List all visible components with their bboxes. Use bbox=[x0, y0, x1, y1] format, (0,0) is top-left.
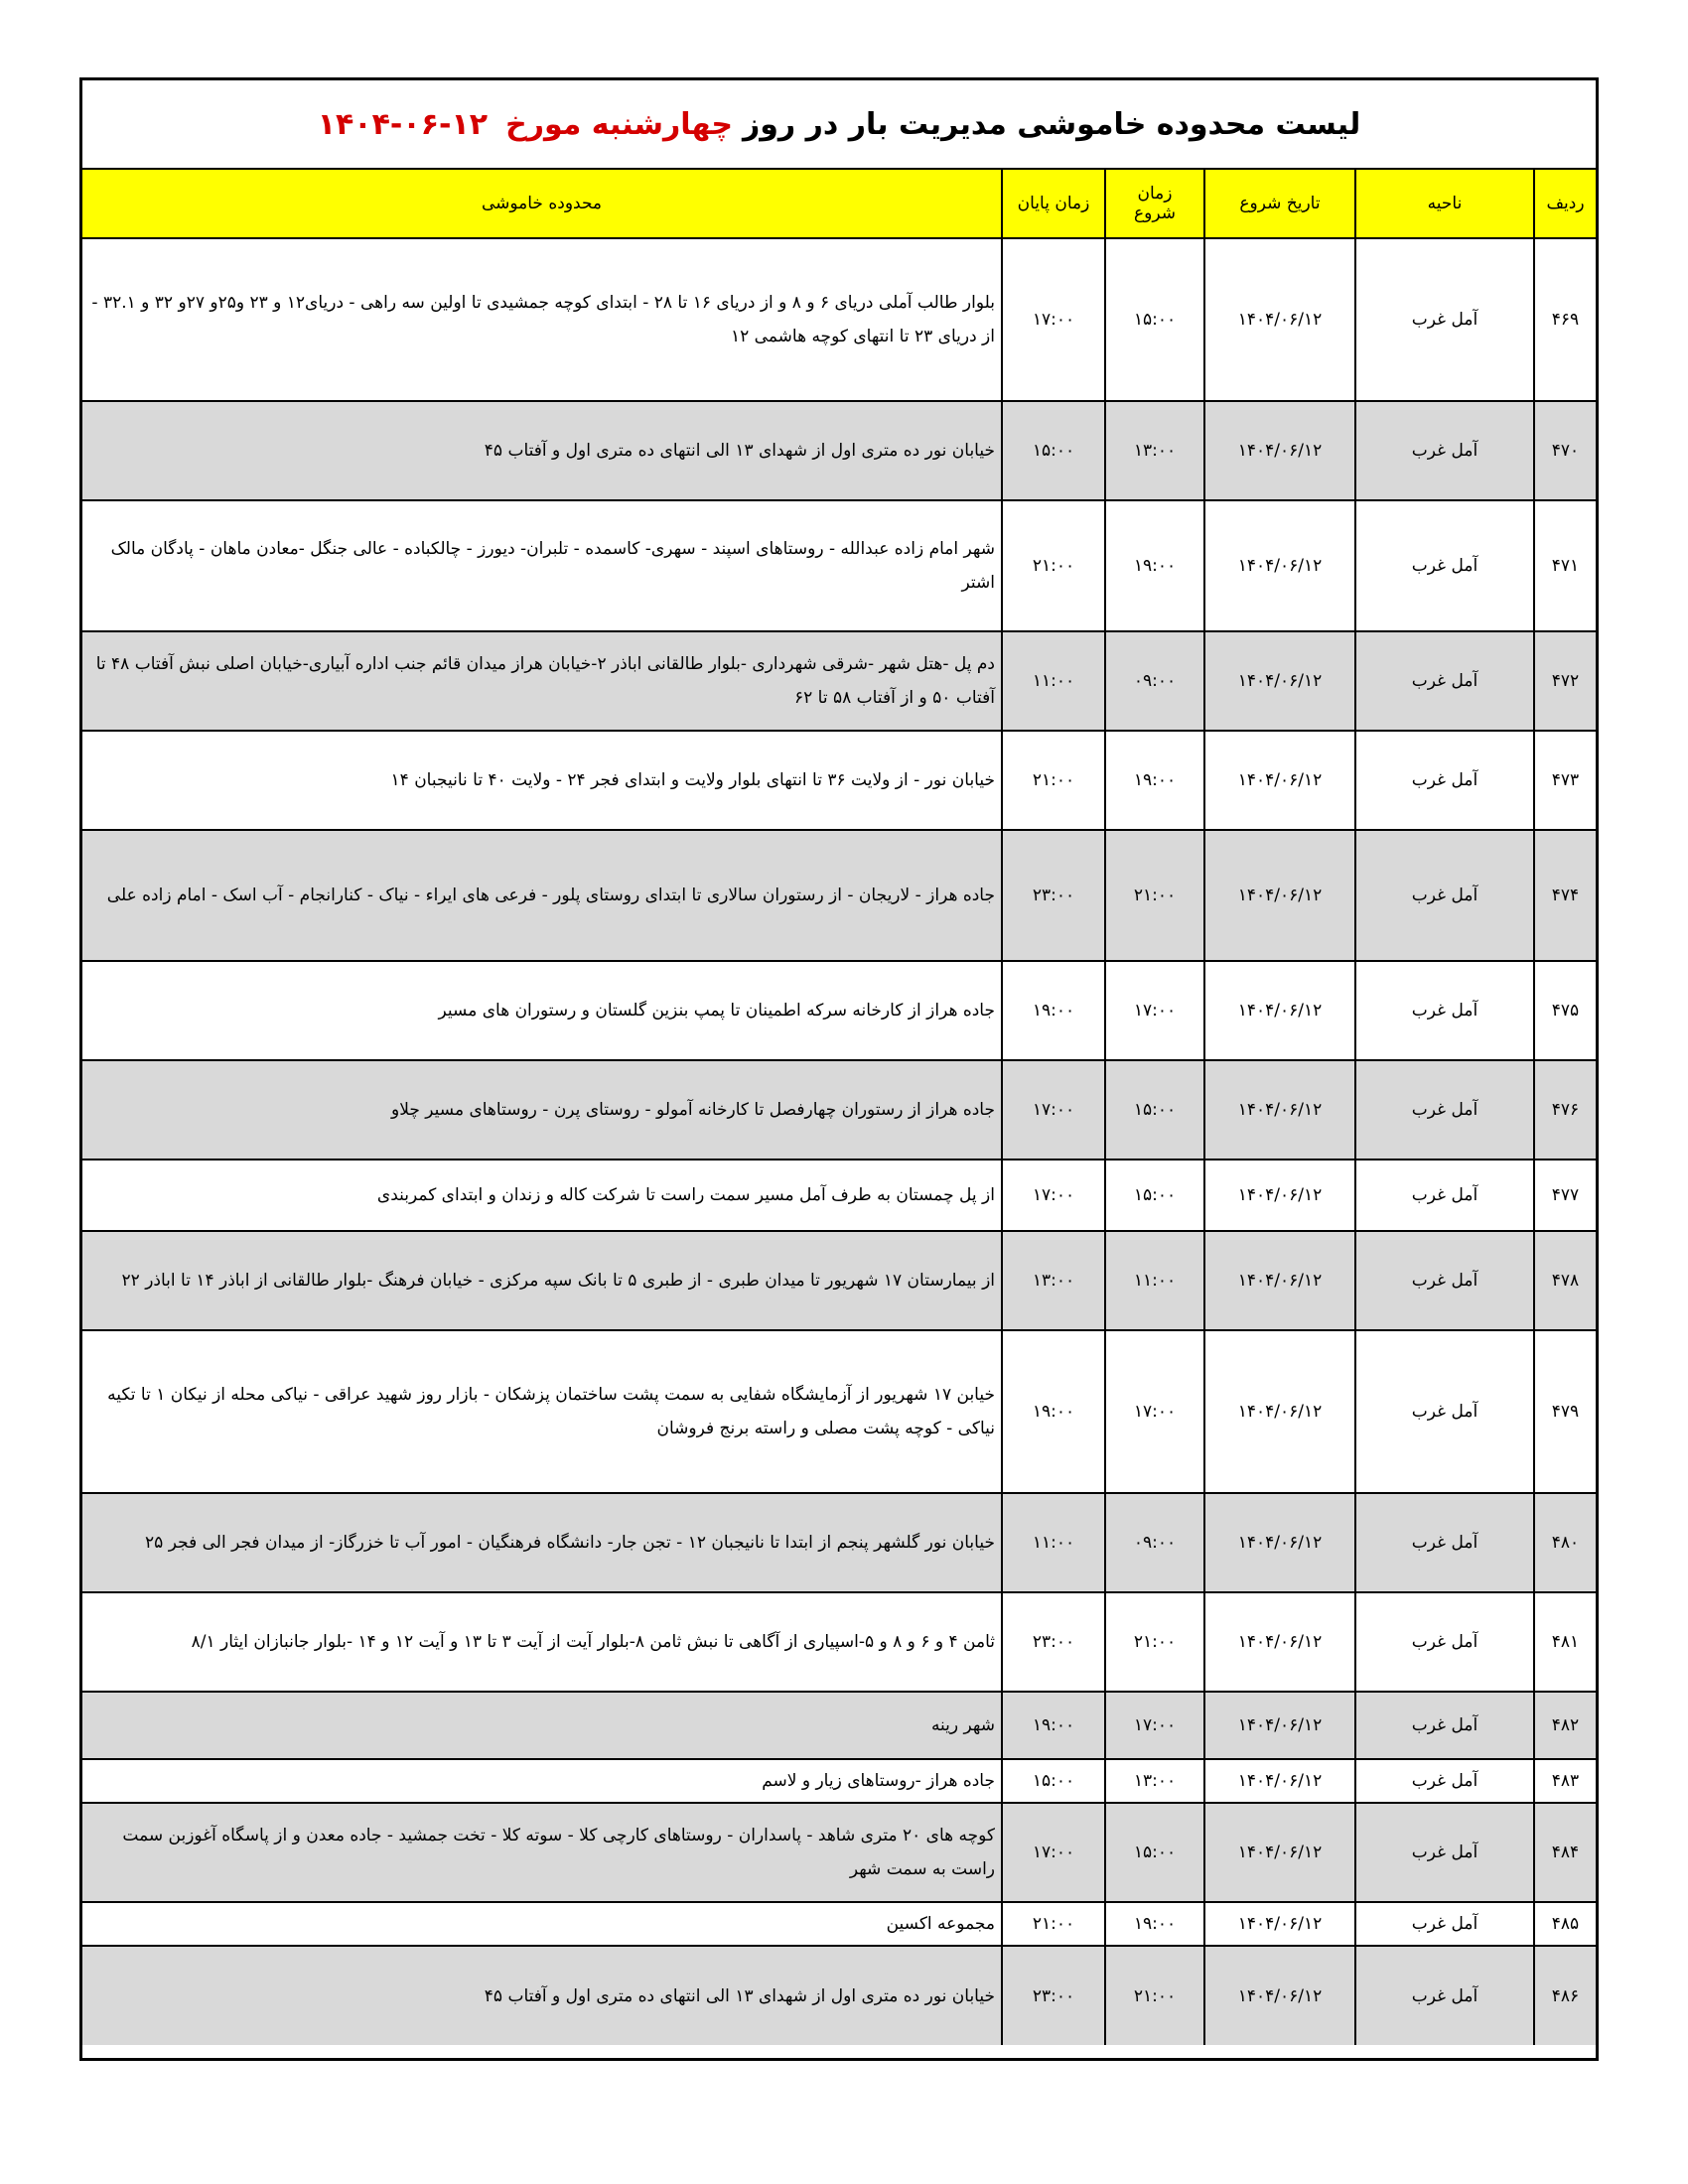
cell-area: آمل غرب bbox=[1355, 631, 1534, 731]
cell-end: ۱۹:۰۰ bbox=[1002, 1692, 1105, 1759]
cell-idx: ۴۷۷ bbox=[1534, 1160, 1596, 1231]
header-desc: محدوده خاموشی bbox=[82, 170, 1002, 238]
title-date: ۱۴۰۴-۰۶-۱۲ bbox=[317, 106, 489, 142]
cell-desc: کوچه های ۲۰ متری شاهد - پاسداران - روستاهای کارچی کلا - سوته کلا - تخت جمشید - جاده معدن و از پاسگاه آغوزبن سمت راست به سمت شهر bbox=[82, 1803, 1002, 1902]
cell-idx: ۴۸۰ bbox=[1534, 1493, 1596, 1592]
cell-start: ۱۳:۰۰ bbox=[1105, 401, 1204, 500]
cell-area: آمل غرب bbox=[1355, 1902, 1534, 1946]
cell-date: ۱۴۰۴/۰۶/۱۲ bbox=[1204, 1060, 1355, 1160]
cell-idx: ۴۷۳ bbox=[1534, 731, 1596, 830]
cell-desc: خیابان نور ده متری اول از شهدای ۱۳ الی انتهای ده متری اول و آفتاب ۴۵ bbox=[82, 401, 1002, 500]
cell-area: آمل غرب bbox=[1355, 731, 1534, 830]
cell-start: ۱۵:۰۰ bbox=[1105, 238, 1204, 401]
cell-idx: ۴۷۲ bbox=[1534, 631, 1596, 731]
cell-end: ۱۹:۰۰ bbox=[1002, 1330, 1105, 1493]
cell-end: ۱۵:۰۰ bbox=[1002, 401, 1105, 500]
cell-start: ۲۱:۰۰ bbox=[1105, 830, 1204, 961]
table-row bbox=[82, 731, 1596, 830]
header-date: تاریخ شروع bbox=[1204, 170, 1355, 238]
cell-date: ۱۴۰۴/۰۶/۱۲ bbox=[1204, 238, 1355, 401]
cell-idx: ۴۸۲ bbox=[1534, 1692, 1596, 1759]
cell-desc: از پل چمستان به طرف آمل مسیر سمت راست تا شرکت کاله و زندان و ابتدای کمربندی bbox=[82, 1160, 1002, 1231]
table-row bbox=[82, 1060, 1596, 1160]
cell-desc: خیابان نور ده متری اول از شهدای ۱۳ الی انتهای ده متری اول و آفتاب ۴۵ bbox=[82, 1946, 1002, 2045]
page-title bbox=[82, 80, 1596, 170]
header-area: ناحیه bbox=[1355, 170, 1534, 238]
table-row bbox=[82, 830, 1596, 961]
table-row bbox=[82, 631, 1596, 731]
cell-start: ۱۷:۰۰ bbox=[1105, 1330, 1204, 1493]
cell-idx: ۴۷۰ bbox=[1534, 401, 1596, 500]
cell-start: ۰۹:۰۰ bbox=[1105, 631, 1204, 731]
table-row bbox=[82, 1160, 1596, 1231]
cell-desc: جاده هراز از رستوران چهارفصل تا کارخانه آمولو - روستای پرن - روستاهای مسیر چلاو bbox=[82, 1060, 1002, 1160]
cell-idx: ۴۷۶ bbox=[1534, 1060, 1596, 1160]
cell-idx: ۴۷۵ bbox=[1534, 961, 1596, 1060]
cell-date: ۱۴۰۴/۰۶/۱۲ bbox=[1204, 1160, 1355, 1231]
cell-desc: جاده هراز -روستاهای زیار و لاسم bbox=[82, 1759, 1002, 1803]
cell-end: ۱۱:۰۰ bbox=[1002, 1493, 1105, 1592]
cell-end: ۱۵:۰۰ bbox=[1002, 1759, 1105, 1803]
cell-start: ۲۱:۰۰ bbox=[1105, 1592, 1204, 1692]
cell-start: ۰۹:۰۰ bbox=[1105, 1493, 1204, 1592]
cell-start: ۱۳:۰۰ bbox=[1105, 1759, 1204, 1803]
cell-idx: ۴۸۶ bbox=[1534, 1946, 1596, 2045]
cell-area: آمل غرب bbox=[1355, 1692, 1534, 1759]
header-idx: ردیف bbox=[1534, 170, 1596, 238]
cell-date: ۱۴۰۴/۰۶/۱۲ bbox=[1204, 961, 1355, 1060]
table-row bbox=[82, 238, 1596, 401]
cell-end: ۲۱:۰۰ bbox=[1002, 500, 1105, 631]
cell-start: ۱۷:۰۰ bbox=[1105, 961, 1204, 1060]
cell-idx: ۴۷۸ bbox=[1534, 1231, 1596, 1330]
table-row bbox=[82, 1592, 1596, 1692]
blackout-table bbox=[82, 170, 1596, 2045]
table-row bbox=[82, 500, 1596, 631]
cell-idx: ۴۸۵ bbox=[1534, 1902, 1596, 1946]
cell-desc: خیابان نور - از ولایت ۳۶ تا انتهای بلوار ولایت و ابتدای فجر ۲۴ - ولایت ۴۰ تا نانیجبان ۱۴ bbox=[82, 731, 1002, 830]
cell-idx: ۴۶۹ bbox=[1534, 238, 1596, 401]
cell-desc: ثامن ۴ و ۶ و ۸ و ۵-اسپیاری از آگاهی تا نبش ثامن ۸-بلوار آیت از آیت ۳ تا ۱۳ و آیت ۱۲ و ۱۴ -بلوار جانبازان ایثار ۸/۱ bbox=[82, 1592, 1002, 1692]
cell-desc: شهر امام زاده عبدالله - روستاهای اسپند - سهری- کاسمده - تلبران- دیورز - چالکباده - عالی جنگل -معادن ماهان - پادگان مالک اشتر bbox=[82, 500, 1002, 631]
cell-date: ۱۴۰۴/۰۶/۱۲ bbox=[1204, 1592, 1355, 1692]
table-row bbox=[82, 401, 1596, 500]
table-row bbox=[82, 1946, 1596, 2045]
table-row bbox=[82, 1692, 1596, 1759]
cell-end: ۱۱:۰۰ bbox=[1002, 631, 1105, 731]
cell-desc: شهر رینه bbox=[82, 1692, 1002, 1759]
cell-desc: از بیمارستان ۱۷ شهریور تا میدان طبری - از طبری ۵ تا بانک سپه مرکزی - خیابان فرهنگ -بلوار طالقانی از اباذر ۱۴ تا اباذر ۲۲ bbox=[82, 1231, 1002, 1330]
cell-start: ۲۱:۰۰ bbox=[1105, 1946, 1204, 2045]
header-start: زمان شروع bbox=[1105, 170, 1204, 238]
cell-end: ۱۳:۰۰ bbox=[1002, 1231, 1105, 1330]
cell-end: ۱۷:۰۰ bbox=[1002, 1060, 1105, 1160]
header-end: زمان پایان bbox=[1002, 170, 1105, 238]
cell-area: آمل غرب bbox=[1355, 961, 1534, 1060]
cell-date: ۱۴۰۴/۰۶/۱۲ bbox=[1204, 1803, 1355, 1902]
cell-end: ۲۳:۰۰ bbox=[1002, 1946, 1105, 2045]
cell-end: ۱۷:۰۰ bbox=[1002, 238, 1105, 401]
cell-date: ۱۴۰۴/۰۶/۱۲ bbox=[1204, 631, 1355, 731]
cell-start: ۱۷:۰۰ bbox=[1105, 1692, 1204, 1759]
cell-desc: خیابان نور گلشهر پنجم از ابتدا تا نانیجبان ۱۲ - تجن جار- دانشگاه فرهنگیان - امور آب تا خزرگاز- از میدان فجر الی فجر ۲۵ bbox=[82, 1493, 1002, 1592]
table-row bbox=[82, 1902, 1596, 1946]
cell-area: آمل غرب bbox=[1355, 1160, 1534, 1231]
cell-date: ۱۴۰۴/۰۶/۱۲ bbox=[1204, 1493, 1355, 1592]
cell-date: ۱۴۰۴/۰۶/۱۲ bbox=[1204, 731, 1355, 830]
cell-area: آمل غرب bbox=[1355, 401, 1534, 500]
cell-start: ۱۵:۰۰ bbox=[1105, 1803, 1204, 1902]
cell-end: ۱۷:۰۰ bbox=[1002, 1803, 1105, 1902]
cell-area: آمل غرب bbox=[1355, 1759, 1534, 1803]
cell-desc: بلوار طالب آملی دریای ۶ و ۸ و از دریای ۱۶ تا ۲۸ - ابتدای کوچه جمشیدی تا اولین سه راهی - دریای۱۲ و ۲۳ و۲۵و ۲۷و ۳۲ و ۳۲.۱ - از دریای ۲۳ تا انتهای کوچه هاشمی ۱۲ bbox=[82, 238, 1002, 401]
table-row bbox=[82, 961, 1596, 1060]
cell-area: آمل غرب bbox=[1355, 1493, 1534, 1592]
cell-date: ۱۴۰۴/۰۶/۱۲ bbox=[1204, 1759, 1355, 1803]
cell-idx: ۴۸۴ bbox=[1534, 1803, 1596, 1902]
cell-end: ۱۹:۰۰ bbox=[1002, 961, 1105, 1060]
cell-date: ۱۴۰۴/۰۶/۱۲ bbox=[1204, 1330, 1355, 1493]
cell-idx: ۴۷۹ bbox=[1534, 1330, 1596, 1493]
table-row bbox=[82, 1803, 1596, 1902]
cell-start: ۱۱:۰۰ bbox=[1105, 1231, 1204, 1330]
table-row bbox=[82, 1231, 1596, 1330]
table-row bbox=[82, 1759, 1596, 1803]
cell-end: ۲۳:۰۰ bbox=[1002, 830, 1105, 961]
cell-area: آمل غرب bbox=[1355, 1946, 1534, 2045]
cell-area: آمل غرب bbox=[1355, 1803, 1534, 1902]
cell-desc: جاده هراز - لاریجان - از رستوران سالاری تا ابتدای روستای پلور - فرعی های ایراء - نیاک - کنارانجام - آب اسک - امام زاده علی bbox=[82, 830, 1002, 961]
cell-end: ۲۱:۰۰ bbox=[1002, 1902, 1105, 1946]
cell-idx: ۴۸۱ bbox=[1534, 1592, 1596, 1692]
cell-desc: دم پل -هتل شهر -شرقی شهرداری -بلوار طالقانی اباذر ۲-خیابان هراز میدان قائم جنب اداره آبیاری-خیابان اصلی نبش آفتاب ۴۸ تا آفتاب ۵۰ و از آفتاب ۵۸ تا ۶۲ bbox=[82, 631, 1002, 731]
blackout-sheet bbox=[79, 77, 1599, 2061]
cell-start: ۱۵:۰۰ bbox=[1105, 1160, 1204, 1231]
cell-area: آمل غرب bbox=[1355, 1060, 1534, 1160]
table-header-row bbox=[82, 170, 1596, 238]
cell-start: ۱۹:۰۰ bbox=[1105, 500, 1204, 631]
title-day: چهارشنبه مورخ bbox=[505, 106, 733, 142]
cell-end: ۲۳:۰۰ bbox=[1002, 1592, 1105, 1692]
cell-desc: مجموعه اکسین bbox=[82, 1902, 1002, 1946]
title-main: لیست محدوده خاموشی مدیریت بار در روز bbox=[742, 106, 1361, 142]
cell-area: آمل غرب bbox=[1355, 1592, 1534, 1692]
cell-date: ۱۴۰۴/۰۶/۱۲ bbox=[1204, 401, 1355, 500]
cell-start: ۱۹:۰۰ bbox=[1105, 731, 1204, 830]
cell-start: ۱۵:۰۰ bbox=[1105, 1060, 1204, 1160]
cell-area: آمل غرب bbox=[1355, 1231, 1534, 1330]
cell-date: ۱۴۰۴/۰۶/۱۲ bbox=[1204, 1692, 1355, 1759]
cell-idx: ۴۷۱ bbox=[1534, 500, 1596, 631]
cell-desc: جاده هراز از کارخانه سرکه اطمینان تا پمپ بنزین گلستان و رستوران های مسیر bbox=[82, 961, 1002, 1060]
cell-idx: ۴۸۳ bbox=[1534, 1759, 1596, 1803]
cell-area: آمل غرب bbox=[1355, 500, 1534, 631]
cell-date: ۱۴۰۴/۰۶/۱۲ bbox=[1204, 1902, 1355, 1946]
cell-start: ۱۹:۰۰ bbox=[1105, 1902, 1204, 1946]
cell-date: ۱۴۰۴/۰۶/۱۲ bbox=[1204, 830, 1355, 961]
cell-desc: خیابن ۱۷ شهریور از آزمایشگاه شفایی به سمت پشت ساختمان پزشکان - بازار روز شهید عراقی - نیاکی محله از نیکان ۱ تا تکیه نیاکی - کوچه پشت مصلی و راسته برنج فروشان bbox=[82, 1330, 1002, 1493]
cell-area: آمل غرب bbox=[1355, 238, 1534, 401]
cell-date: ۱۴۰۴/۰۶/۱۲ bbox=[1204, 1231, 1355, 1330]
cell-area: آمل غرب bbox=[1355, 1330, 1534, 1493]
cell-date: ۱۴۰۴/۰۶/۱۲ bbox=[1204, 500, 1355, 631]
table-row bbox=[82, 1493, 1596, 1592]
cell-date: ۱۴۰۴/۰۶/۱۲ bbox=[1204, 1946, 1355, 2045]
cell-area: آمل غرب bbox=[1355, 830, 1534, 961]
cell-end: ۲۱:۰۰ bbox=[1002, 731, 1105, 830]
table-row bbox=[82, 1330, 1596, 1493]
cell-end: ۱۷:۰۰ bbox=[1002, 1160, 1105, 1231]
cell-idx: ۴۷۴ bbox=[1534, 830, 1596, 961]
